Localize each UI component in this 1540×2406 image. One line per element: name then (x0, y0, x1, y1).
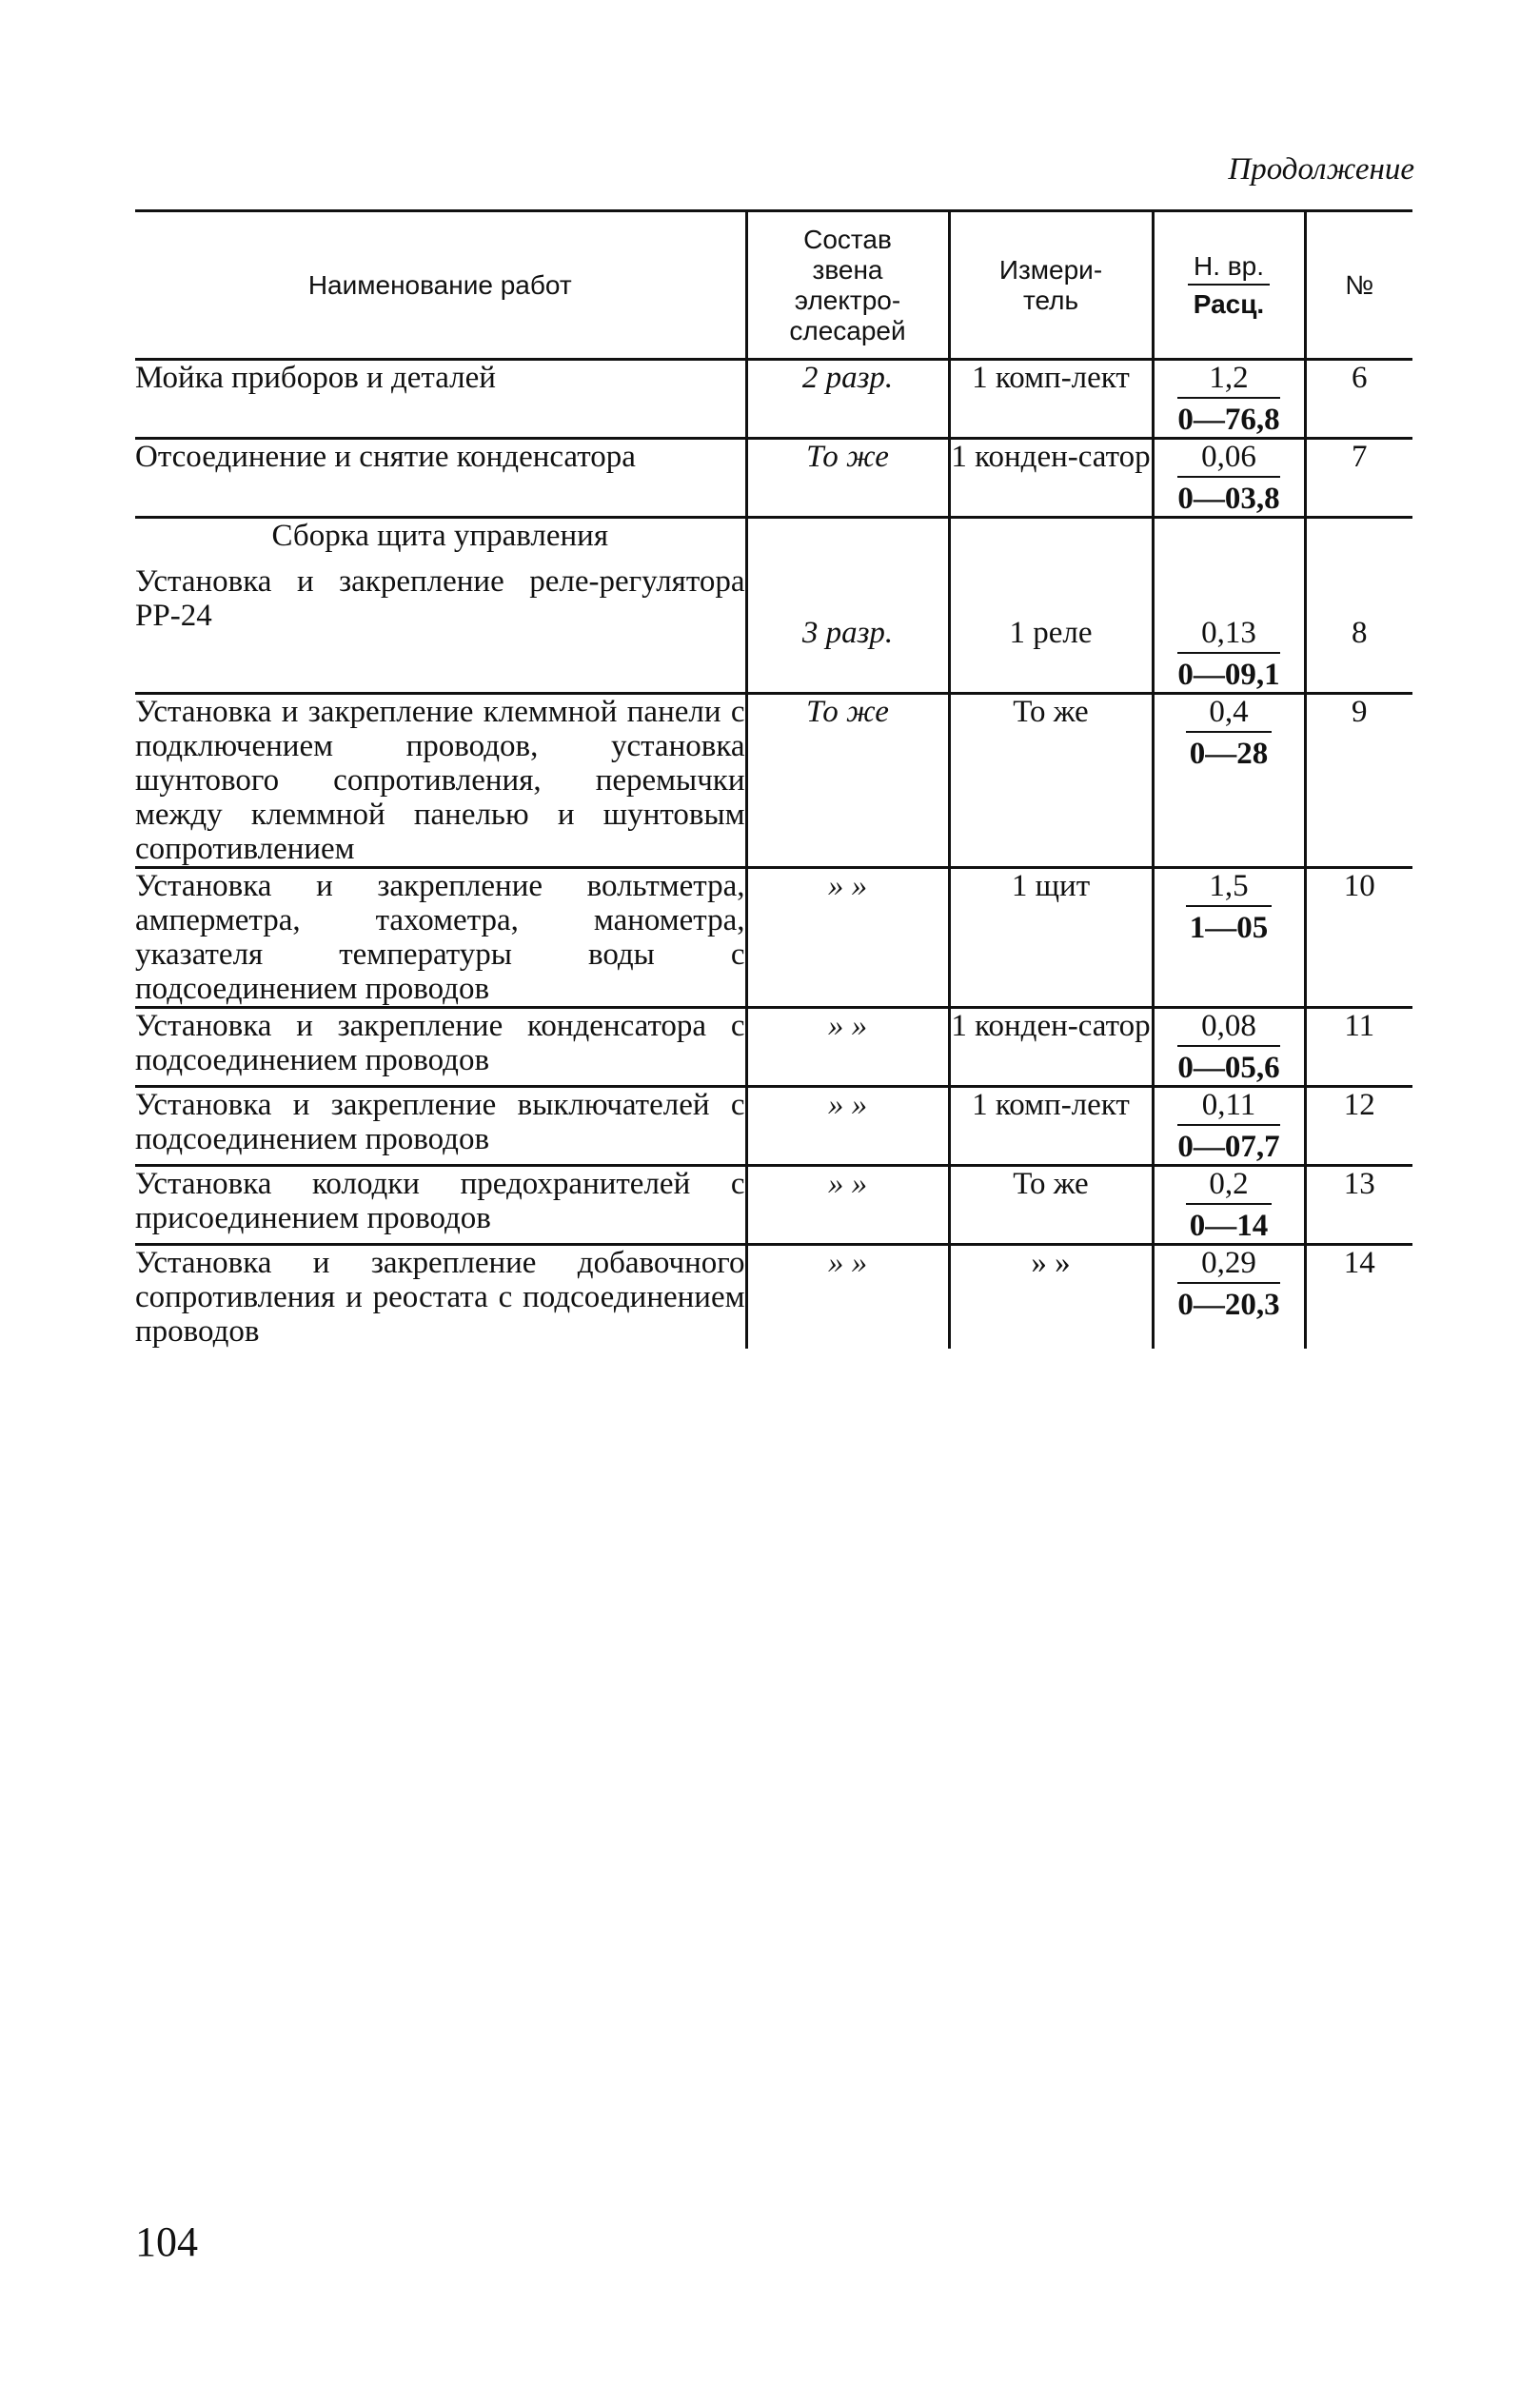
table-header-row (135, 211, 1412, 360)
row-number: 6 (1305, 360, 1412, 439)
time-norm: 0,29 (1177, 1246, 1279, 1284)
rate-value: 0—09,1 (1177, 658, 1280, 692)
work-name-text: Мойка приборов и деталей (135, 361, 496, 395)
header-rate: Расц. (1193, 288, 1265, 319)
time-norm: 1,5 (1186, 869, 1271, 907)
rate-value: 0—76,8 (1177, 403, 1280, 437)
time-norm: 0,11 (1177, 1088, 1279, 1126)
work-name-text: Установка и закрепление вольтметра, амперметра, тахометра, манометра, указателя температуры воды с подсоединением проводов (135, 869, 745, 1006)
time-norm: 0,2 (1186, 1167, 1271, 1205)
rate-value: 0—03,8 (1177, 482, 1280, 516)
table-row (135, 1245, 1412, 1350)
work-name-text: Отсоединение и снятие конденсатора (135, 440, 636, 474)
row-number: 8 (1305, 518, 1412, 694)
time-norm: 1,2 (1177, 361, 1279, 399)
time-norm: 0,13 (1177, 616, 1279, 654)
row-measure: » » (949, 1245, 1153, 1350)
row-measure: 1 конден-сатор (949, 439, 1153, 518)
continuation-label: Продолжение (1228, 152, 1414, 187)
row-time-rate (1153, 1087, 1305, 1166)
table-row (135, 439, 1412, 518)
header-name: Наименование работ (135, 211, 746, 360)
table-row (135, 868, 1412, 1008)
table-row (135, 1087, 1412, 1166)
time-norm: 0,08 (1177, 1009, 1279, 1047)
row-time-rate (1153, 694, 1305, 868)
header-time: Н. вр. (1188, 251, 1270, 286)
time-norm: 0,06 (1177, 440, 1279, 478)
rate-value: 0—20,3 (1177, 1288, 1280, 1322)
row-time-rate (1153, 439, 1305, 518)
row-number: 13 (1305, 1166, 1412, 1245)
row-crew: » » (746, 1166, 949, 1245)
row-number: 12 (1305, 1087, 1412, 1166)
row-work-name (135, 868, 746, 1008)
work-name-text: Установка и закрепление конденсатора с подсоединением проводов (135, 1009, 745, 1077)
row-crew: То же (746, 439, 949, 518)
header-crew: Состав звена электро- слесарей (746, 211, 949, 360)
row-measure: 1 конден-сатор (949, 1008, 1153, 1087)
row-time-rate (1153, 360, 1305, 439)
row-measure: 1 комп-лект (949, 1087, 1153, 1166)
table-row (135, 518, 1412, 694)
table-row (135, 360, 1412, 439)
row-number: 9 (1305, 694, 1412, 868)
row-crew: » » (746, 1245, 949, 1350)
row-number: 7 (1305, 439, 1412, 518)
header-time-rate (1153, 211, 1305, 360)
row-work-name (135, 1166, 746, 1245)
header-measure: Измери- тель (949, 211, 1153, 360)
row-measure: То же (949, 1166, 1153, 1245)
table-row (135, 1166, 1412, 1245)
row-crew: 2 разр. (746, 360, 949, 439)
row-crew: » » (746, 1008, 949, 1087)
row-measure: То же (949, 694, 1153, 868)
row-measure: 1 щит (949, 868, 1153, 1008)
work-name-text: Установка и закрепление выключателей с подсоединением проводов (135, 1088, 745, 1156)
row-work-name (135, 1008, 746, 1087)
work-name-text: Установка колодки предохранителей с присоединением проводов (135, 1167, 745, 1235)
row-number: 11 (1305, 1008, 1412, 1087)
work-name-text: Установка и закрепление добавочного сопротивления и реостата с подсоединением проводов (135, 1246, 745, 1349)
row-work-name (135, 439, 746, 518)
row-work-name (135, 1245, 746, 1350)
row-measure: 1 реле (949, 518, 1153, 694)
rate-value: 0—07,7 (1177, 1130, 1280, 1164)
row-work-name (135, 360, 746, 439)
page-number: 104 (135, 2219, 198, 2265)
row-time-rate (1153, 1166, 1305, 1245)
row-crew: 3 разр. (746, 518, 949, 694)
row-work-name (135, 694, 746, 868)
header-number: № (1305, 211, 1412, 360)
row-time-rate (1153, 868, 1305, 1008)
row-number: 14 (1305, 1245, 1412, 1350)
row-measure: 1 комп-лект (949, 360, 1153, 439)
table-row (135, 1008, 1412, 1087)
work-norms-table (135, 209, 1412, 1349)
rate-value: 0—14 (1189, 1209, 1269, 1243)
row-work-name (135, 518, 746, 694)
row-number: 10 (1305, 868, 1412, 1008)
row-crew: » » (746, 868, 949, 1008)
section-title: Сборка щита управления (271, 519, 608, 553)
rate-value: 1—05 (1189, 911, 1269, 945)
row-work-name (135, 1087, 746, 1166)
work-name-text: Установка и закрепление клеммной панели с подключением проводов, установка шунтового сопротивления, перемычки между клеммной панелью и шунтовым сопротивлением (135, 695, 745, 866)
time-norm: 0,4 (1186, 695, 1271, 733)
row-time-rate (1153, 518, 1305, 694)
row-crew: То же (746, 694, 949, 868)
table-row (135, 694, 1412, 868)
work-name-text: Установка и закрепление реле-регулятора РР-24 (135, 564, 745, 633)
row-time-rate (1153, 1245, 1305, 1350)
row-crew: » » (746, 1087, 949, 1166)
row-time-rate (1153, 1008, 1305, 1087)
rate-value: 0—05,6 (1177, 1051, 1280, 1085)
rate-value: 0—28 (1189, 737, 1269, 771)
